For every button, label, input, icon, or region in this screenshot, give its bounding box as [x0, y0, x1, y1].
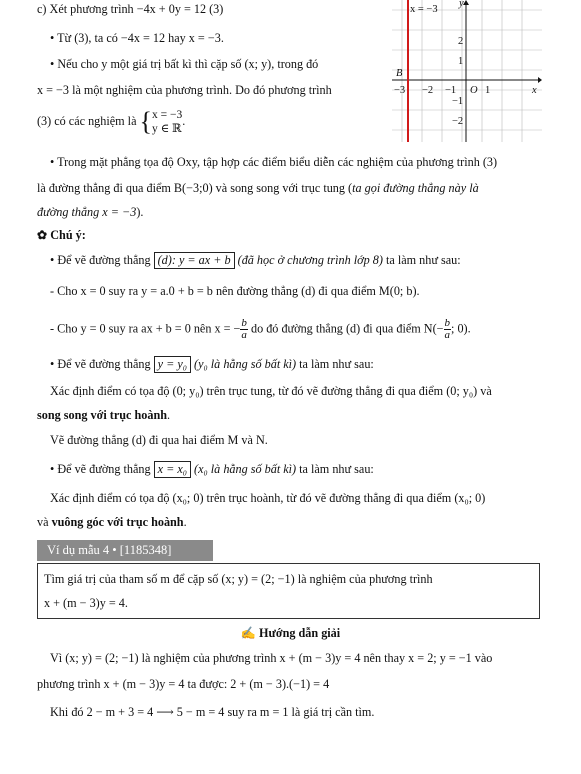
fraction-denominator: a [241, 329, 247, 341]
note-line1-boxed-formula: (d): y = ax + b [154, 252, 235, 269]
section-c-line3: x = −3 là một nghiệm của phương trình. Do đó phương trình [37, 83, 332, 97]
note-line5b [37, 408, 170, 423]
section-c-line4-prefix: (3) có các nghiệm là [37, 113, 137, 128]
x-tick-label: −3 [394, 85, 406, 96]
note-line3-text-c: ; 0). [451, 321, 471, 336]
note-line8-end: . [183, 515, 187, 529]
note-line7-italic: (x₀ là hằng số bất kì) [194, 462, 297, 476]
note-line8: Xác định điểm có tọa độ (x₀; 0) trên trục hoành, từ đó vẽ đường thẳng đi qua điểm (x₀; 0) [50, 491, 486, 505]
note-line4-italic: (y₀ là hằng số bất kì) [194, 357, 297, 371]
note-line1 [50, 252, 461, 269]
coordinate-graph [392, 0, 542, 142]
note-line8-bold: vuông góc với trục hoành [51, 515, 184, 529]
paragraph1-line3 [37, 205, 143, 220]
section-c-line1: • Từ (3), ta có −4x = 12 hay x = −3. [50, 31, 224, 45]
example-header: Ví dụ mẫu 4 • [1185348] [37, 540, 213, 561]
graph-x-label: x [532, 85, 537, 96]
fraction-b-over-a [240, 318, 248, 341]
x-tick-label: −1 [445, 85, 457, 96]
note-line8-text: và [37, 515, 49, 529]
note-title: ✿ Chú ý: [37, 228, 86, 242]
note-line7-boxed-formula: x = x₀ [154, 461, 191, 478]
section-c-line4 [37, 108, 185, 136]
system-top: x = −3 [152, 109, 183, 121]
note-line4-text: • Để vẽ đường thẳng [50, 357, 151, 371]
note-line5-end: . [167, 408, 171, 422]
system-of-equations [152, 108, 182, 136]
note-line8b [37, 515, 187, 530]
x-tick-label: 1 [485, 85, 491, 96]
note-line5: Xác định điểm có tọa độ (0; y₀) trên trục tung, từ đó vẽ đường thẳng đi qua điểm (0; y₀) và [50, 384, 492, 398]
graph-point-label: B [396, 68, 403, 79]
solution-title: ✍ Hướng dẫn giải [240, 626, 341, 640]
example-line1: Tìm giá trị của tham số m để cặp số (x; y) = (2; −1) là nghiệm của phương trình [44, 572, 433, 586]
example-line2: x + (m − 3)y = 4. [44, 596, 128, 610]
note-line4-end: ta làm như sau: [299, 357, 374, 371]
note-line1-end: ta làm như sau: [386, 253, 461, 267]
paragraph1-line1: • Trong mặt phẳng tọa độ Oxy, tập hợp các điểm biểu diễn các nghiệm của phương trình (3) [50, 155, 498, 169]
solution-line3: Khi đó 2 − m + 3 = 4 ⟶ 5 − m = 4 suy ra m = 1 là giá trị cần tìm. [50, 705, 375, 719]
fraction-b-over-a-2 [444, 318, 452, 341]
note-line7-text: • Để vẽ đường thẳng [50, 462, 151, 476]
section-c-line2: • Nếu cho y một giá trị bất kì thì cặp số (x; y), trong đó [50, 57, 319, 71]
note-line6: Vẽ đường thẳng (d) đi qua hai điểm M và N. [50, 433, 268, 447]
note-line2: - Cho x = 0 suy ra y = a.0 + b = b nên đường thẳng (d) đi qua điểm M(0; b). [50, 284, 420, 298]
y-tick-label: −1 [452, 96, 464, 107]
y-tick-label: −2 [452, 116, 464, 127]
note-line7 [50, 461, 374, 478]
section-c-heading: c) Xét phương trình −4x + 0y = 12 (3) [37, 2, 224, 16]
fraction-numerator: b [444, 317, 451, 329]
paragraph1-line3-italic: đường thẳng x = −3 [37, 205, 137, 219]
solution-line2: phương trình x + (m − 3)y = 4 ta được: 2 + (m − 3).(−1) = 4 [37, 677, 330, 691]
note-line4 [50, 356, 374, 373]
example-box [37, 563, 540, 619]
note-line3-text-b: do đó đường thẳng (d) đi qua điểm N(− [250, 321, 444, 336]
paragraph1-line2-text: là đường thẳng đi qua điểm B(−3;0) và song song với trục tung ( [37, 181, 353, 195]
graph-y-label: y [459, 0, 464, 9]
paragraph1-line2-italic: ta gọi đường thẳng này là [352, 181, 479, 195]
note-line3-text-a: - Cho y = 0 suy ra ax + b = 0 nên x = − [50, 321, 241, 336]
solution-line1: Vì (x; y) = (2; −1) là nghiệm của phương trình x + (m − 3)y = 4 nên thay x = 2; y = −1 vào [50, 651, 493, 665]
note-line1-text: • Để vẽ đường thẳng [50, 253, 151, 267]
fraction-numerator: b [241, 317, 247, 329]
section-c-line4-suffix: . [182, 113, 186, 128]
x-tick-label: −2 [422, 85, 434, 96]
graph-line-label: x = −3 [410, 4, 438, 15]
note-line7-end: ta làm như sau: [299, 462, 374, 476]
note-line3 [50, 318, 471, 341]
note-line5-bold: song song với trục hoành [37, 408, 168, 422]
y-tick-label: 2 [458, 36, 464, 47]
paragraph1-line2 [37, 181, 479, 196]
paragraph1-line3-end: ). [136, 205, 144, 219]
fraction-denominator: a [444, 329, 451, 341]
y-tick-label: 1 [458, 56, 464, 67]
system-bottom: y ∈ ℝ [152, 123, 182, 135]
graph-origin-label: O [470, 85, 478, 96]
note-line4-boxed-formula: y = y₀ [154, 356, 191, 373]
system-brace: { [139, 107, 153, 136]
note-line1-italic: (đã học ở chương trình lớp 8) [237, 253, 383, 267]
